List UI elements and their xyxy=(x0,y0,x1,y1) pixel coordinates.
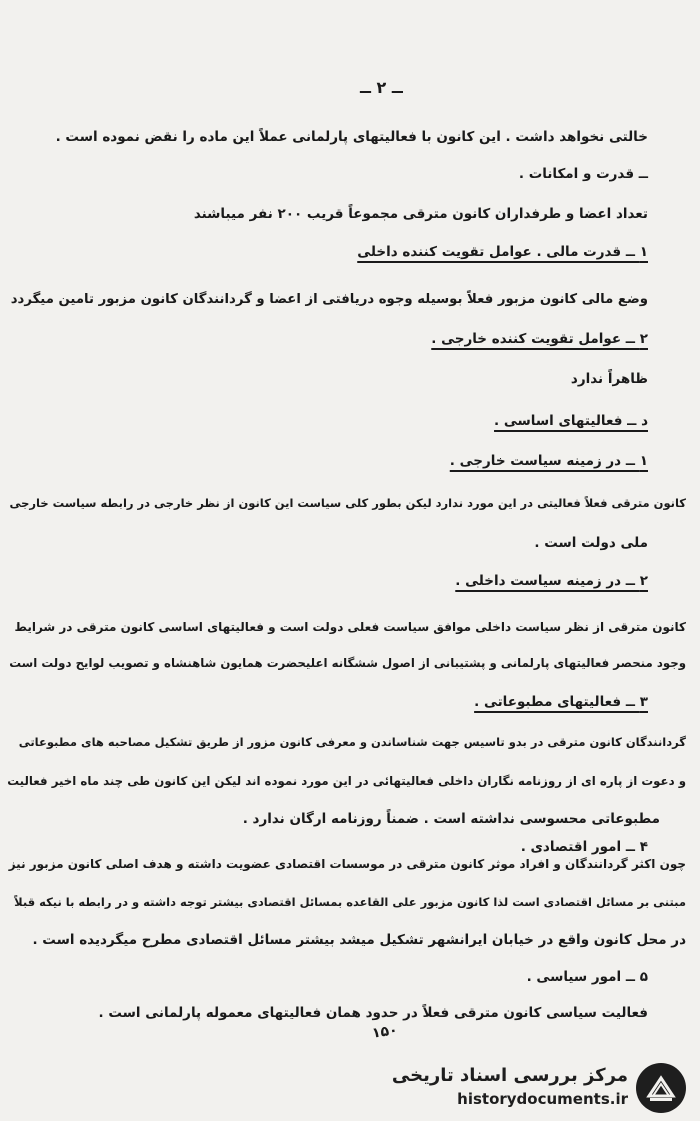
section-heading: ۴ ــ امور اقتصادی . xyxy=(520,839,648,855)
section-heading: ۲ ــ عوامل تقویت کننده خارجی . xyxy=(431,331,648,347)
section-heading: ۳ ــ فعالیتهای مطبوعاتی . xyxy=(474,694,648,710)
section-heading: ــ قدرت و امکانات . xyxy=(518,166,648,182)
body-line: مبتنی بر مسائل اقتصادی است لذا کانون مزبور علی القاعده بمسائل اقتصادی بیشتر توجه داشته و در رابطه با نیکه قبلاً xyxy=(14,895,686,909)
page-number: ــ ۲ ــ xyxy=(360,78,403,97)
watermark-url: historydocuments.ir xyxy=(457,1090,628,1108)
watermark-title: مرکز بررسی اسناد تاریخی xyxy=(391,1065,628,1086)
body-line: وضع مالی کانون مزبور فعلاً بوسیله وجوه دریافتی از اعضا و گردانندگان کانون مزبور تامین میگردد xyxy=(10,292,648,307)
watermark xyxy=(391,1063,690,1113)
section-heading: ۵ ــ امور سیاسی . xyxy=(526,969,648,985)
body-line: مطبوعاتی محسوسی نداشته است . ضمناً روزنامه ارگان ندارد . xyxy=(242,811,660,827)
section-heading: د ــ فعالیتهای اساسی . xyxy=(494,413,648,429)
body-line: وجود منحصر فعالیتهای پارلمانی و پشتیبانی از اصول ششگانه اعلیحضرت همایون شاهنشاه و تصویب لوایح دولت است xyxy=(9,656,686,670)
body-line: ملی دولت است . xyxy=(534,535,648,551)
body-line: ظاهراً ندارد xyxy=(570,371,648,387)
body-line: تعداد اعضا و طرفداران کانون مترقی مجموعاً قریب ۲۰۰ نفر میباشند xyxy=(193,206,648,222)
section-heading: ۲ ــ در زمینه سیاست داخلی . xyxy=(455,573,648,589)
body-line: کانون مترقی از نظر سیاست داخلی موافق سیاست فعلی دولت است و فعالیتهای اساسی کانون مترقی در شرایط xyxy=(14,620,686,634)
body-line: فعالیت سیاسی کانون مترقی فعلاً در حدود همان فعالیتهای معموله پارلمانی است . xyxy=(98,1005,648,1021)
body-line: گردانندگان کانون مترقی در بدو تاسیس جهت شناساندن و معرفی کانون مزور از طریق تشکیل مصاحبه های مطبوعاتی xyxy=(18,735,686,749)
body-line: کانون مترقی فعلاً فعالیتی در این مورد ندارد لیکن بطور کلی سیاست این کانون از نظر خارجی در رابطه سیاست خارجی xyxy=(9,496,686,510)
archive-logo-icon xyxy=(636,1063,686,1113)
body-line: چون اکثر گردانندگان و افراد موثر کانون مترقی در موسسات اقتصادی عضویت داشته و هدف اصلی کانون مزبور نیز xyxy=(8,857,686,871)
section-heading: ۱ ــ قدرت مالی . عوامل تقویت کننده داخلی xyxy=(357,244,648,260)
handwritten-mark: ۱۵۰ xyxy=(371,1022,399,1042)
body-line: و دعوت از پاره ای از روزنامه نگاران داخلی فعالیتهائی در این مورد نموده اند لیکن این کانون طی چند ماه اخیر فعالیت xyxy=(7,774,686,788)
section-heading: ۱ ــ در زمینه سیاست خارجی . xyxy=(449,453,648,469)
body-line: خالتی نخواهد داشت . این کانون با فعالیتهای پارلمانی عملاً این ماده را نقض نموده است . xyxy=(55,129,648,145)
body-line: در محل کانون واقع در خیابان ایرانشهر تشکیل میشد بیشتر مسائل اقتصادی مطرح میگردیده است . xyxy=(32,932,686,948)
